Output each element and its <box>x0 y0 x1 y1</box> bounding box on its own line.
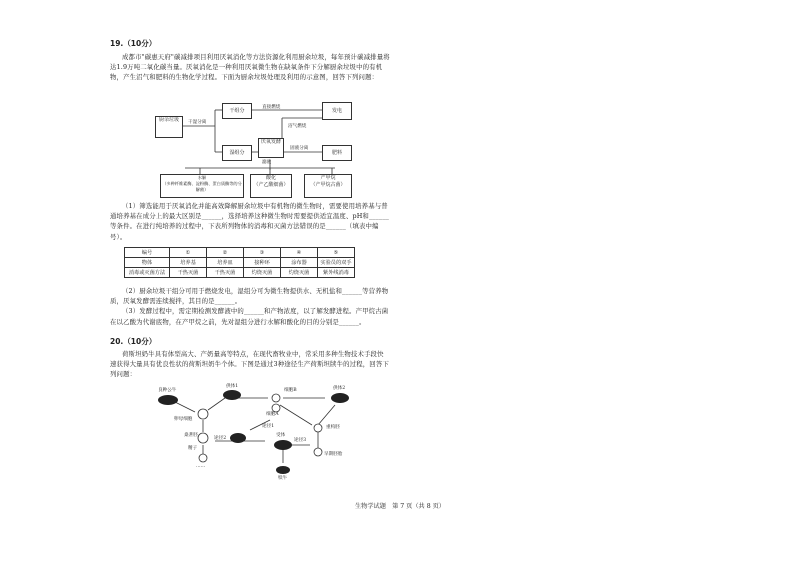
table-cell: ② <box>207 248 244 258</box>
filter-label: 滤液 <box>262 160 272 165</box>
question-19-intro: 成都市"碳惠天府"碳减排项目利用厌氧消化等方法资源化利用厨余垃圾，每年预计碳减排量将达1.9万吨二氧化碳当量。厌氧消化是一种利用厌氧微生物在缺氧条件下分解厨余垃圾中的有机物，产生沼气和肥料的生物化学过程。下面为厨余垃圾处理及利用的示意图，回答下列问题： <box>110 53 390 82</box>
question-20-intro: 荷斯坦奶牛具有体型高大、产奶量高等特点，在现代畜牧业中，常采用多种生物技术手段快速获得大量具有优良性状的荷斯坦奶牛个体。下图是通过3种途径生产荷斯坦牍牛的过程，回答下列问题： <box>110 350 389 379</box>
mulberry-embryo-icon <box>198 433 208 443</box>
route2-label: 途径2 <box>214 436 227 441</box>
kitchen-waste-box: 厨余垃圾 <box>155 116 183 138</box>
acidify-box: 酸化 （产乙酸细菌） <box>250 174 292 198</box>
recipient-label: 受体 <box>276 433 286 438</box>
donor1-cow-icon <box>223 390 241 400</box>
route2-cow-icon <box>230 433 246 443</box>
table-cell: 灼烧灭菌 <box>281 268 318 278</box>
embryo-icon <box>199 454 207 462</box>
page-footer: 生物学试题 第 7 页（共 8 页） <box>355 503 445 510</box>
early-embryo-label: 早期胚胎 <box>324 452 343 457</box>
table-cell: 涂布器 <box>281 258 318 268</box>
table-cell: 物体 <box>125 258 170 268</box>
q19-part3-text: （3）发酵过程中，需定期检测发酵液中的______和产物浓度，以了解发酵进程。产甲烷古菌在以乙酸为代谢底物，在产甲烷之前，先对湿组分进行水解和酸化的目的分别是______。 <box>110 307 389 326</box>
sperm-label: 精子 <box>188 446 198 451</box>
cell-b-icon <box>272 394 280 402</box>
q19-part2-text: （2）厨余垃圾干组分可用于燃烧发电，湿组分可为微生物提供水、无机盐和______等营养物质，厌氧发酵需连续搅拌，其目的是______。 <box>110 287 389 306</box>
hydrolysis-box: 水解 （多种纤维素酶、淀粉酶、蛋白质酶等的分解菌） <box>160 174 244 198</box>
calf-label: 犊牛 <box>278 476 288 481</box>
table-cell: 实验员的双手 <box>318 258 355 268</box>
table-cell: 紫外线消毒 <box>318 268 355 278</box>
table-cell: ⑤ <box>318 248 355 258</box>
bull-icon <box>158 395 178 405</box>
fertilizer-box: 肥料 <box>322 145 352 161</box>
ellipsis-label: …… <box>196 464 206 469</box>
route3-label: 途径3 <box>294 438 307 443</box>
wet-box: 湿组分 <box>222 145 252 161</box>
table-cell: 培养皿 <box>207 258 244 268</box>
recipient-cow-icon <box>274 440 292 450</box>
mulberry-label: 桑葚胚 <box>184 433 198 438</box>
power-box: 发电 <box>322 102 352 120</box>
bull-label: 良种公牛 <box>158 388 177 393</box>
table-cell: 编号 <box>125 248 170 258</box>
biogas-burn-label: 沼气燃烧 <box>288 124 307 129</box>
table-cell: 干热灭菌 <box>170 268 207 278</box>
donor1-label: 供体1 <box>226 384 239 389</box>
table-cell: ① <box>170 248 207 258</box>
solid-liquid-label: 固液分离 <box>290 146 309 151</box>
table-cell: 灼烧灭菌 <box>244 268 281 278</box>
recon-embryo-icon <box>314 424 322 432</box>
donor2-label: 供体2 <box>333 386 346 391</box>
donor2-cow-icon <box>331 393 349 403</box>
recon-label: 重构胚 <box>326 425 340 430</box>
cell-b-label: 细胞B <box>284 388 297 393</box>
table-cell: ③ <box>244 248 281 258</box>
dry-wet-label: 干湿分离 <box>188 120 207 125</box>
egg-cell-icon <box>198 409 208 419</box>
dry-box: 干组分 <box>222 103 252 119</box>
cell-a-icon <box>272 404 280 412</box>
egg-label: 卵母细胞 <box>174 417 193 422</box>
methanogen-box: 产甲烷 （产甲烷古菌） <box>304 174 352 198</box>
anaerobic-box: 厌氧发酵 <box>258 138 284 158</box>
table-cell: 培养基 <box>170 258 207 268</box>
table-cell: ④ <box>281 248 318 258</box>
cell-a-label: 细胞A <box>266 412 279 417</box>
calf-icon <box>276 466 290 474</box>
table-cell: 接种环 <box>244 258 281 268</box>
question-20-number: 20.（10分） <box>110 337 157 346</box>
question-19-number: 19.（10分） <box>110 39 157 48</box>
route1-label: 途径1 <box>262 424 275 429</box>
table-cell: 消毒或灭菌方法 <box>125 268 170 278</box>
early-embryo-icon <box>314 448 322 456</box>
direct-burn-label: 直接燃烧 <box>262 105 281 110</box>
q19-part1-text: （1）筛选能用于厌氧消化并能高效降解厨余垃圾中有机物的微生物时，需要使用培养基与普通培养基在成分上的最大区别是______，选择培养这种微生物时需要提供适宜温度、pH和______等条件。在进行纯培养的过程中，下表所列物体的消毒和灭菌方法错误的是______（填表中编号）。 <box>110 202 390 241</box>
table-cell: 干热灭菌 <box>207 268 244 278</box>
